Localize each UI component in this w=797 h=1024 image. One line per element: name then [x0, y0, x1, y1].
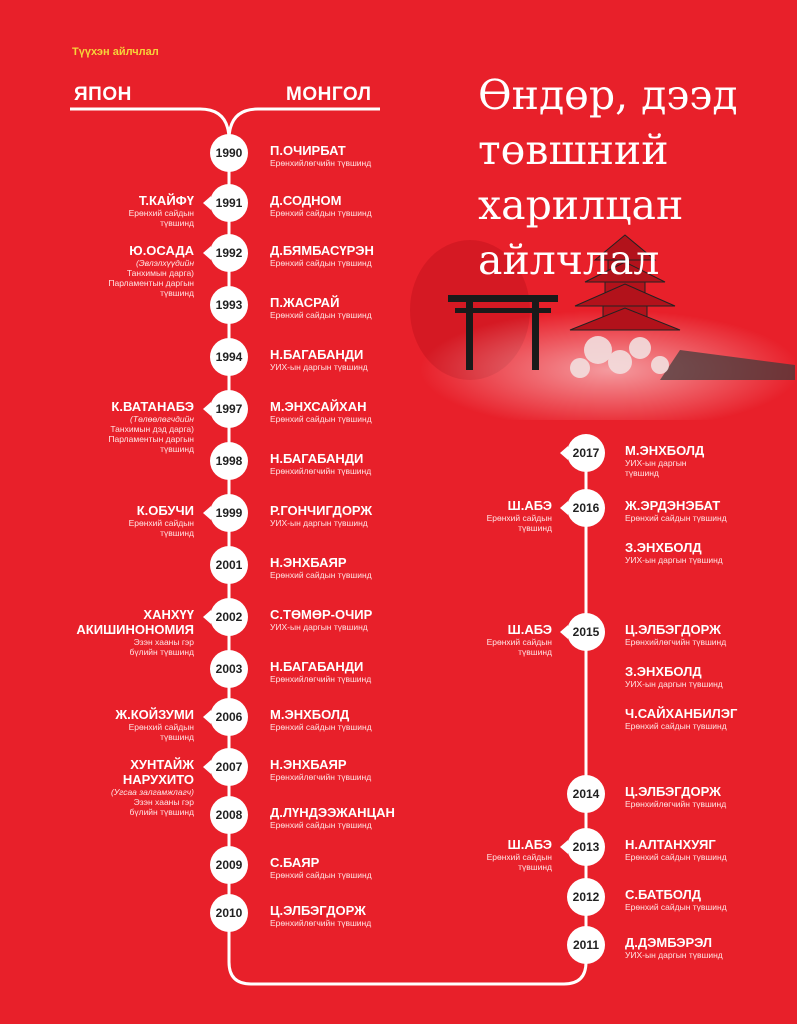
japan-visit	[129, 193, 194, 228]
year-marker: 2002	[210, 598, 248, 636]
visit-level: түвшинд	[160, 528, 194, 538]
year-marker: 2010	[210, 894, 248, 932]
visitor-name: Ю.ОСАДА	[129, 243, 194, 258]
year-marker: 2013	[567, 828, 605, 866]
year-marker: 2015	[567, 613, 605, 651]
visitor-name: Ш.АБЭ	[507, 622, 552, 637]
headline-line: Өндөр, дээд	[478, 71, 738, 119]
mongolia-visit	[270, 193, 372, 218]
visitor-name: Д.ЛҮНДЭЭЖАНЦАН	[270, 805, 395, 820]
visitor-name: М.ЭНХСАЙХАН	[270, 399, 367, 414]
year-marker: 2014	[567, 775, 605, 813]
visitor-name: Ч.САЙХАНБИЛЭГ	[625, 706, 738, 721]
visitor-name: К.ВАТАНАБЭ	[111, 399, 194, 414]
japan-visit	[111, 757, 194, 817]
year-marker: 2011	[567, 926, 605, 964]
visit-level: Эзэн хааны гэр	[133, 797, 194, 807]
visitor-name: К.ОБУЧИ	[136, 503, 194, 518]
visitor-name: З.ЭНХБОЛД	[625, 540, 702, 555]
headline-line: харилцан	[478, 181, 684, 229]
visit-level: УИХ-ын даргын	[625, 458, 687, 468]
visit-level: УИХ-ын даргын түвшинд	[625, 555, 723, 565]
visit-level: түвшинд	[625, 468, 659, 478]
mongolia-visit	[270, 347, 368, 372]
visitor-name: Р.ГОНЧИГДОРЖ	[270, 503, 373, 518]
japan-visit	[487, 837, 552, 872]
mongolia-visit	[625, 622, 726, 647]
visitor-name: Ц.ЭЛБЭГДОРЖ	[270, 903, 366, 918]
mongolia-visit	[270, 757, 371, 782]
visit-level: УИХ-ын даргын түвшинд	[270, 622, 368, 632]
visit-level: түвшинд	[160, 732, 194, 742]
visit-level: Ерөнхий сайдын	[486, 637, 552, 647]
mongolia-visit	[270, 555, 372, 580]
japan-visit	[129, 503, 194, 538]
year-marker: 1998	[210, 442, 248, 480]
visit-level: бүлийн түвшинд	[129, 807, 194, 817]
visitor-name: Н.БАГАБАНДИ	[270, 451, 364, 466]
visitor-name: ХУНТАЙЖ	[130, 757, 194, 772]
visit-level: Ерөнхий сайдын түвшинд	[625, 852, 727, 862]
japan-header: ЯПОН	[74, 84, 132, 105]
visit-level: түвшинд	[160, 218, 194, 228]
visitor-name: Ж.КОЙЗУМИ	[115, 707, 194, 722]
mongolia-header: МОНГОЛ	[286, 84, 372, 105]
visitor-name: Н.АЛТАНХУЯГ	[625, 837, 716, 852]
visitor-name: С.БАЯР	[270, 855, 320, 870]
visit-level: Ерөнхий сайдын	[128, 722, 194, 732]
visitor-name: Ж.ЭРДЭНЭБАТ	[625, 498, 721, 513]
mongolia-visit	[625, 837, 727, 862]
japan-visit	[487, 622, 552, 657]
visitor-name: Н.БАГАБАНДИ	[270, 347, 364, 362]
visit-level: (Төлөөлөгчдийн	[130, 414, 194, 424]
mongolia-visit	[270, 659, 371, 684]
year-marker: 1991	[210, 184, 248, 222]
visitor-name: Ц.ЭЛБЭГДОРЖ	[625, 622, 721, 637]
year-marker: 1997	[210, 390, 248, 428]
visit-level: Ерөнхий сайдын түвшинд	[270, 208, 372, 218]
year-marker: 2009	[210, 846, 248, 884]
visitor-name: НАРУХИТО	[122, 772, 194, 787]
japan-visit	[108, 399, 194, 454]
visitor-name: С.ТӨМӨР-ОЧИР	[270, 607, 373, 622]
mongolia-visit	[270, 451, 371, 476]
mongolia-visit	[270, 607, 372, 632]
mongolia-visit	[625, 706, 737, 731]
year-marker: 1992	[210, 234, 248, 272]
visit-level: Ерөнхий сайдын	[486, 852, 552, 862]
visit-level: Ерөнхийлөгчийн түвшинд	[625, 799, 727, 809]
visitor-name: Н.ЭНХБАЯР	[270, 555, 347, 570]
visit-level: түвшинд	[160, 288, 194, 298]
visit-level: Ерөнхийлөгчийн түвшинд	[625, 637, 727, 647]
headline-line: төвшний	[478, 126, 669, 174]
visit-level: Ерөнхий сайдын түвшинд	[625, 721, 727, 731]
visit-level: Ерөнхий сайдын түвшинд	[270, 258, 372, 268]
japan-visit	[487, 498, 552, 533]
year-marker: 2003	[210, 650, 248, 688]
visit-level: (Угсаа залгамжлагч)	[111, 787, 194, 797]
visit-level: Ерөнхий сайдын түвшинд	[270, 414, 372, 424]
year-marker: 2016	[567, 489, 605, 527]
visitor-name: Д.СОДНОМ	[270, 193, 342, 208]
visit-level: Ерөнхий сайдын түвшинд	[270, 570, 372, 580]
visit-level: Ерөнхий сайдын түвшинд	[270, 722, 372, 732]
mongolia-visit	[270, 805, 395, 830]
mongolia-visit	[270, 855, 372, 880]
visitor-name: Н.ЭНХБАЯР	[270, 757, 347, 772]
visitor-name: З.ЭНХБОЛД	[625, 664, 702, 679]
visit-level: Ерөнхий сайдын түвшинд	[625, 513, 727, 523]
visit-level: Ерөнхий сайдын түвшинд	[270, 820, 372, 830]
mongolia-visit	[625, 664, 723, 689]
year-marker: 2006	[210, 698, 248, 736]
year-marker: 1994	[210, 338, 248, 376]
mongolia-visit	[625, 498, 727, 523]
visit-level: Ерөнхийлөгчийн түвшинд	[270, 772, 372, 782]
section-label: Түүхэн айлчлал	[72, 46, 159, 58]
visit-level: УИХ-ын даргын түвшинд	[625, 679, 723, 689]
visitor-name: М.ЭНХБОЛД	[270, 707, 350, 722]
year-marker: 2001	[210, 546, 248, 584]
mongolia-visit	[625, 443, 704, 478]
visit-level: Танхимын дарга)	[126, 268, 194, 278]
visitor-name: Н.БАГАБАНДИ	[270, 659, 364, 674]
visit-level: УИХ-ын даргын түвшинд	[270, 518, 368, 528]
visit-level: Ерөнхийлөгчийн түвшинд	[270, 158, 372, 168]
visit-level: түвшинд	[518, 862, 552, 872]
visitor-name: С.БАТБОЛД	[625, 887, 702, 902]
visit-level: УИХ-ын даргын түвшинд	[270, 362, 368, 372]
year-marker: 2007	[210, 748, 248, 786]
visit-level: Ерөнхий сайдын түвшинд	[270, 310, 372, 320]
mongolia-visit	[270, 295, 372, 320]
mongolia-visit	[270, 243, 374, 268]
mongolia-visit	[625, 540, 723, 565]
visit-level: Ерөнхийлөгчийн түвшинд	[270, 674, 372, 684]
visitor-name: Ц.ЭЛБЭГДОРЖ	[625, 784, 721, 799]
visit-level: Танхимын дэд дарга)	[110, 424, 194, 434]
japan-visit	[108, 243, 194, 298]
visit-level: Ерөнхий сайдын түвшинд	[625, 902, 727, 912]
visit-level: түвшинд	[518, 523, 552, 533]
visitor-name: Ш.АБЭ	[507, 498, 552, 513]
visitor-name: Ш.АБЭ	[507, 837, 552, 852]
visit-level: Парламентын даргын	[108, 434, 194, 444]
visit-level: түвшинд	[518, 647, 552, 657]
mongolia-visit	[270, 903, 371, 928]
visit-level: Ерөнхийлөгчийн түвшинд	[270, 918, 372, 928]
visit-level: Ерөнхий сайдын	[128, 518, 194, 528]
visitor-name: П.ОЧИРБАТ	[270, 143, 346, 158]
visitor-name: Д.БЯМБАСҮРЭН	[270, 243, 374, 258]
mongolia-visit	[270, 503, 372, 528]
visitor-name: Т.КАЙФҮ	[138, 193, 194, 208]
year-marker: 2008	[210, 796, 248, 834]
visit-level: түвшинд	[160, 444, 194, 454]
mongolia-visit	[270, 143, 371, 168]
visitor-name: АКИШИНОНОМИЯ	[76, 622, 194, 637]
visit-level: бүлийн түвшинд	[129, 647, 194, 657]
japan-visit	[76, 607, 194, 657]
visitor-name: М.ЭНХБОЛД	[625, 443, 705, 458]
visit-level: (Эвлэлхүүдийн	[135, 258, 194, 268]
visit-level: Парламентын даргын	[108, 278, 194, 288]
visit-level: Ерөнхий сайдын	[128, 208, 194, 218]
visit-level: Ерөнхийлөгчийн түвшинд	[270, 466, 372, 476]
mongolia-visit	[270, 707, 372, 732]
headline	[478, 68, 778, 288]
mongolia-visit	[625, 784, 726, 809]
year-marker: 1999	[210, 494, 248, 532]
visitor-name: ХАНХҮҮ	[143, 607, 194, 622]
mongolia-visit	[270, 399, 372, 424]
visit-level: Ерөнхий сайдын түвшинд	[270, 870, 372, 880]
mongolia-visit	[625, 887, 727, 912]
year-marker: 1993	[210, 286, 248, 324]
japan-visit	[115, 707, 194, 742]
mongolia-visit	[625, 935, 723, 960]
headline-line: айлчлал	[478, 236, 660, 284]
year-marker: 2017	[567, 434, 605, 472]
visit-level: УИХ-ын даргын түвшинд	[625, 950, 723, 960]
visitor-name: П.ЖАСРАЙ	[270, 295, 340, 310]
visitor-name: Д.ДЭМБЭРЭЛ	[625, 935, 713, 950]
year-marker: 1990	[210, 134, 248, 172]
visit-level: Эзэн хааны гэр	[133, 637, 194, 647]
visit-level: Ерөнхий сайдын	[486, 513, 552, 523]
year-marker: 2012	[567, 878, 605, 916]
